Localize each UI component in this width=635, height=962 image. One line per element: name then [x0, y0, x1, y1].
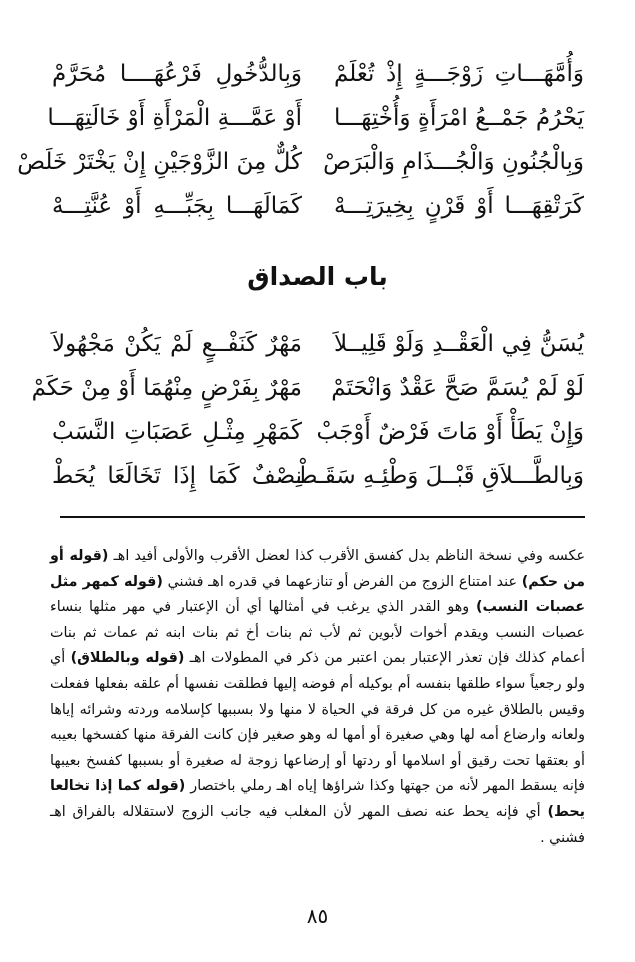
verse-second-hemistich: كُلٌّ مِنَ الزَّوْجَيْنِ إِنْ يَخْتَرْ خَلَصْ — [17, 149, 302, 175]
verse-second-hemistich: مَهْرٌ كَنَفْــعٍ لَمْ يَكُنْ مَجْهُولاَ — [52, 331, 302, 357]
verse-first-hemistich: يُسَنُّ فِي الْعَقْــدِ وَلَوْ قَلِيــلاَ — [334, 331, 584, 357]
commentary-lemma: (قوله وبالطلاق) — [70, 650, 185, 667]
verse-first-hemistich: لَوْ لَمْ يُسَمَّ صَحَّ عَقْدٌ وَانْحَتَمْ — [331, 375, 584, 401]
commentary-segment: عكسه وفي نسخة الناظم بدل كفسق الأقرب كذا لعضل الأقرب والأولى أفيد اهـ — [108, 548, 585, 564]
verse-second-hemistich: مَهْرٌ بِفَرْضٍ مِنْهُمَا أَوْ مِنْ حَكَمْ — [31, 375, 302, 401]
verse-block-top — [17, 52, 584, 228]
verse-line — [52, 454, 584, 498]
verse-first-hemistich: كَرَتْقِهَـــا أَوْ قَرْنٍ بِخِيرَتِـــهْ — [334, 193, 584, 219]
verse-line — [31, 366, 584, 410]
verse-first-hemistich: يَحْرُمُ جَمْــعُ امْرَأَةٍ وَأُخْتِهَـــا — [334, 105, 584, 131]
commentary-segment: عند امتناع الزوج من الفرض أو تنازعهما في قدره اهـ فشني — [162, 573, 522, 590]
verse-line — [52, 410, 584, 454]
verse-line — [52, 322, 584, 366]
commentary-segment: وهو القدر الذي يرغب في أمثالها أي أن الإعتبار في مهر مثلها بنساء عصبات النسب ويقدم أخوات لأبوين ثم لأب ثم بنات أخ ثم بنات ابنه ثم عمات ثم بنات أعمام كذلك فإن تعذر الإعتبار بمن اعتبر من ذكر في المطولات اهـ — [50, 599, 585, 667]
commentary-segment: أي فإنه يحط عنه نصف المهر لأن المغلب فيه جانب الزوج لاستقلاله بالفراق اهـ فشني . — [50, 803, 585, 846]
commentary-lemma: (قوله أو من حكم) — [50, 548, 585, 590]
verse-second-hemistich: أَوْ عَمَّـــةِ الْمَرْأَةِ أَوْ خَالَتِهَـــا — [47, 105, 302, 131]
verse-first-hemistich: وَبِالْجُنُونِ وَالْجُـــذَامِ وَالْبَرَصْ — [323, 149, 584, 175]
verse-line — [47, 96, 584, 140]
commentary-text — [50, 544, 585, 851]
commentary-lemma: (قوله كمهر مثل عصبات النسب) — [50, 573, 585, 616]
commentary-lemma: (قوله كما إذا تخالعا يحط) — [50, 778, 585, 820]
verse-first-hemistich: وَأُمَّهَـــاتِ زَوْجَـــةٍ إِذْ تُعْلَمْ — [334, 61, 584, 87]
verse-line — [52, 52, 584, 96]
footnote-divider — [60, 516, 585, 518]
verse-second-hemistich: كَمَهْرِ مِثْـلِ عَصَبَاتِ النَّسَبْ — [52, 419, 302, 445]
verse-first-hemistich: وَبِالطَّـــلاَقِ قَبْــلَ وَطْئِـهِ سَقَـطْ — [296, 463, 584, 489]
commentary-segment: أي ولو رجعياً سواء طلقها بنفسه أم بوكيله أم فوضه إليها فطلقت نفسها أم علقه بفعلها ففعلت وقيس بالطلاق غيره من كل فرقة في الحياة لا منها ولا بسببها كإسلامه وردته وشرائه إياها ولعانه وارضاع أمه لها وهي صغيرة أو أمها له وهو صغير فإن كانت الفرقة منها كفسخها بعيبه أو بعتقها تحت رقيق أو اسلامها أو ردتها أو إرضاعها زوجة له صغيرة أو بسببها كفسخ بعيبها فإنه يسقط المهر لأنه من جهتها وكذا شراؤها إياه اهـ رملي باختصار — [50, 650, 585, 795]
verse-line — [52, 184, 584, 228]
verse-line — [17, 140, 584, 184]
verse-first-hemistich: وَإِنْ يَطَأْ أَوْ مَاتَ فَرْضٌ أَوْجَبْ — [316, 419, 584, 445]
page-number: ٨٥ — [306, 904, 329, 928]
verse-second-hemistich: كَمَالَهَـــا بِجَبِّـــهِ أَوْ عُنَّتِـــهْ — [52, 193, 302, 219]
verse-second-hemistich: وَبِالدُّخُولِ فَرْعُهَــــا مُحَرَّمْ — [52, 61, 302, 87]
section-title: باب الصداق — [247, 262, 388, 291]
verse-second-hemistich: نِصْفٌ كَمَا إِذَا تَخَالَعَا يُحَطْ — [52, 463, 302, 489]
verse-block-bottom — [31, 322, 584, 498]
